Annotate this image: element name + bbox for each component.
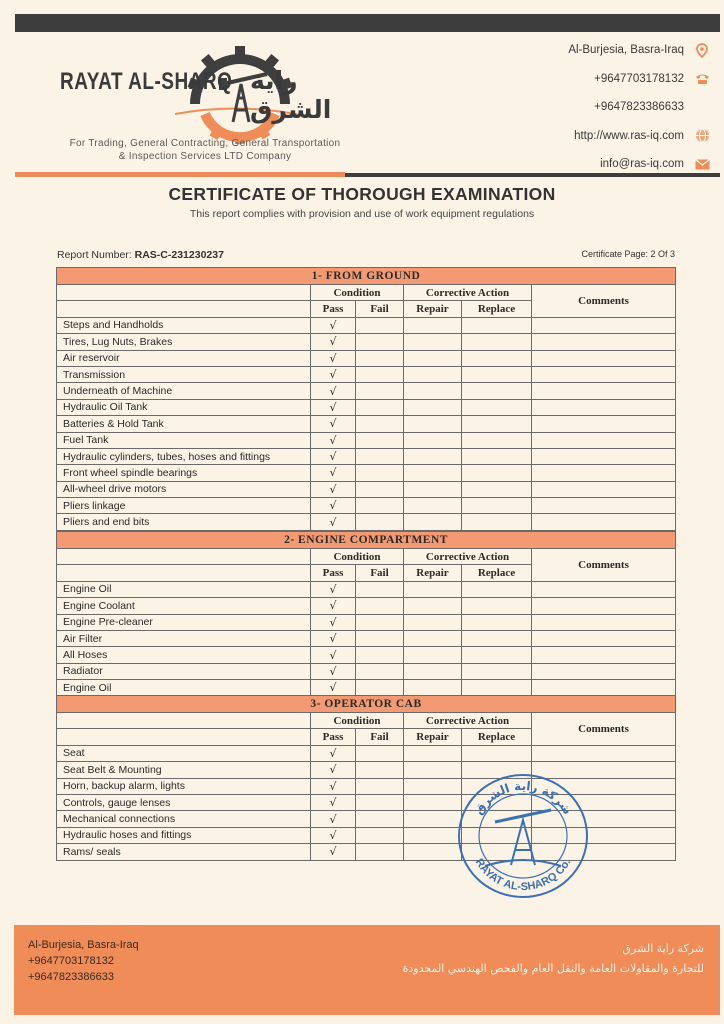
fail-cell <box>356 432 404 448</box>
comments-cell <box>532 663 676 679</box>
envelope-icon <box>694 156 710 172</box>
globe-icon <box>694 128 710 144</box>
pass-check-mark: √ <box>311 614 356 630</box>
pass-check-mark: √ <box>311 317 356 333</box>
replace-cell <box>462 350 532 366</box>
footer-contact <box>28 937 139 985</box>
stamp-text-english: RAYAT AL-SHARQ Co. <box>472 856 574 894</box>
pass-check-mark: √ <box>311 448 356 464</box>
replace-cell <box>462 581 532 597</box>
fail-cell <box>356 680 404 696</box>
repair-cell <box>404 794 462 810</box>
repair-cell <box>404 498 462 514</box>
fail-cell <box>356 334 404 350</box>
item-label: Engine Oil <box>57 581 311 597</box>
logo-text-english: RAYAT AL-SHARQ <box>60 69 233 96</box>
comments-cell <box>532 680 676 696</box>
repair-cell <box>404 465 462 481</box>
item-label: Transmission <box>57 366 311 382</box>
header-repair: Repair <box>404 729 462 745</box>
header-fail: Fail <box>356 301 404 317</box>
item-label: Seat Belt & Mounting <box>57 762 311 778</box>
comments-cell <box>532 614 676 630</box>
header-condition: Condition <box>311 713 404 729</box>
replace-cell <box>462 680 532 696</box>
comments-cell <box>532 334 676 350</box>
section-title: 3- OPERATOR CAB <box>57 696 676 713</box>
fail-cell <box>356 416 404 432</box>
pass-check-mark: √ <box>311 498 356 514</box>
pass-check-mark: √ <box>311 465 356 481</box>
repair-cell <box>404 778 462 794</box>
item-label: Hydraulic Oil Tank <box>57 399 311 415</box>
comments-cell <box>532 366 676 382</box>
header-replace: Replace <box>462 301 532 317</box>
table-row <box>57 399 676 415</box>
header-condition: Condition <box>311 285 404 301</box>
table-row <box>57 745 676 761</box>
footer-arabic-description: للتجارة والمقاولات العامة والنقل العام والفحص الهندسي المحدودة <box>402 962 704 975</box>
pass-check-mark: √ <box>311 778 356 794</box>
pass-check-mark: √ <box>311 680 356 696</box>
repair-cell <box>404 680 462 696</box>
pass-check-mark: √ <box>311 399 356 415</box>
email-link[interactable]: info@ras-iq.com <box>600 158 684 171</box>
phone-1-text[interactable]: +9647703178132 <box>594 72 684 85</box>
item-label: Engine Pre-cleaner <box>57 614 311 630</box>
table-row <box>57 465 676 481</box>
table-row <box>57 647 676 663</box>
table-row <box>57 432 676 448</box>
repair-cell <box>404 514 462 530</box>
contact-phone-2[interactable] <box>490 93 710 122</box>
footer-band <box>14 925 720 1015</box>
report-info-row <box>57 249 675 261</box>
item-label: Fuel Tank <box>57 432 311 448</box>
certificate-title: CERTIFICATE OF THOROUGH EXAMINATION <box>168 184 556 204</box>
footer-phone-2[interactable]: +9647823386633 <box>28 971 114 983</box>
item-label: Tires, Lug Nuts, Brakes <box>57 334 311 350</box>
header-corrective-action: Corrective Action <box>404 549 532 565</box>
item-label: Seat <box>57 745 311 761</box>
fail-cell <box>356 794 404 810</box>
comments-cell <box>532 383 676 399</box>
spacer-icon <box>694 99 710 115</box>
table-row <box>57 680 676 696</box>
repair-cell <box>404 614 462 630</box>
repair-cell <box>404 598 462 614</box>
replace-cell <box>462 598 532 614</box>
comments-cell <box>532 581 676 597</box>
repair-cell <box>404 581 462 597</box>
stamp-text-arabic: شركة راية الشرق <box>471 778 575 818</box>
item-label: Batteries & Hold Tank <box>57 416 311 432</box>
repair-cell <box>404 334 462 350</box>
table-row <box>57 334 676 350</box>
footer-address: Al-Burjesia, Basra-Iraq <box>28 939 139 951</box>
header-comments: Comments <box>532 549 676 582</box>
replace-cell <box>462 498 532 514</box>
section-table <box>56 531 676 697</box>
fail-cell <box>356 663 404 679</box>
repair-cell <box>404 366 462 382</box>
item-label: Radiator <box>57 663 311 679</box>
repair-cell <box>404 383 462 399</box>
pass-check-mark: √ <box>311 630 356 646</box>
replace-cell <box>462 465 532 481</box>
fail-cell <box>356 465 404 481</box>
repair-cell <box>404 844 462 860</box>
section-title: 2- ENGINE COMPARTMENT <box>57 532 676 549</box>
comments-cell <box>532 498 676 514</box>
table-row <box>57 498 676 514</box>
table-row <box>57 481 676 497</box>
repair-cell <box>404 630 462 646</box>
header-blank <box>57 565 311 581</box>
item-label: Horn, backup alarm, lights <box>57 778 311 794</box>
certificate-subtitle: This report complies with provision and use of work equipment regulations <box>189 208 535 220</box>
repair-cell <box>404 827 462 843</box>
pass-check-mark: √ <box>311 598 356 614</box>
header-corrective-action: Corrective Action <box>404 713 532 729</box>
replace-cell <box>462 630 532 646</box>
replace-cell <box>462 366 532 382</box>
pass-check-mark: √ <box>311 514 356 530</box>
website-link[interactable]: http://www.ras-iq.com <box>574 129 684 142</box>
footer-arabic-name: شركة راية الشرق <box>622 942 704 955</box>
item-label: Controls, gauge lenses <box>57 794 311 810</box>
item-label: Air reservoir <box>57 350 311 366</box>
fail-cell <box>356 581 404 597</box>
pass-check-mark: √ <box>311 432 356 448</box>
pass-check-mark: √ <box>311 366 356 382</box>
table-row <box>57 448 676 464</box>
table-row <box>57 416 676 432</box>
phone-2-text[interactable]: +9647823386633 <box>594 101 684 114</box>
fail-cell <box>356 598 404 614</box>
comments-cell <box>532 416 676 432</box>
table-row <box>57 663 676 679</box>
certificate-page: Certificate Page: 2 Of 3 <box>581 249 675 259</box>
header-comments: Comments <box>532 285 676 318</box>
pass-check-mark: √ <box>311 334 356 350</box>
table-row <box>57 383 676 399</box>
contact-website[interactable] <box>490 122 710 151</box>
header-condition: Condition <box>311 549 404 565</box>
comments-cell <box>532 647 676 663</box>
replace-cell <box>462 514 532 530</box>
repair-cell <box>404 448 462 464</box>
fail-cell <box>356 350 404 366</box>
table-row <box>57 581 676 597</box>
fail-cell <box>356 811 404 827</box>
item-label: Mechanical connections <box>57 811 311 827</box>
replace-cell <box>462 416 532 432</box>
item-label: All Hoses <box>57 647 311 663</box>
telephone-icon <box>694 71 710 87</box>
item-label: Air Filter <box>57 630 311 646</box>
item-label: All-wheel drive motors <box>57 481 311 497</box>
fail-cell <box>356 614 404 630</box>
table-row <box>57 630 676 646</box>
item-label: Front wheel spindle bearings <box>57 465 311 481</box>
pass-check-mark: √ <box>311 844 356 860</box>
header-replace: Replace <box>462 729 532 745</box>
fail-cell <box>356 762 404 778</box>
replace-cell <box>462 432 532 448</box>
header-blank <box>57 713 311 729</box>
header-repair: Repair <box>404 301 462 317</box>
header-corrective-action: Corrective Action <box>404 285 532 301</box>
fail-cell <box>356 481 404 497</box>
replace-cell <box>462 448 532 464</box>
pass-check-mark: √ <box>311 794 356 810</box>
table-row <box>57 317 676 333</box>
section-table <box>56 267 676 531</box>
repair-cell <box>404 663 462 679</box>
fail-cell <box>356 844 404 860</box>
header-replace: Replace <box>462 565 532 581</box>
section-title: 1- FROM GROUND <box>57 268 676 285</box>
item-label: Engine Oil <box>57 680 311 696</box>
pass-check-mark: √ <box>311 416 356 432</box>
replace-cell <box>462 383 532 399</box>
replace-cell <box>462 745 532 761</box>
comments-cell <box>532 448 676 464</box>
fail-cell <box>356 498 404 514</box>
pass-check-mark: √ <box>311 383 356 399</box>
pass-check-mark: √ <box>311 827 356 843</box>
contact-address <box>490 36 710 65</box>
header-fail: Fail <box>356 565 404 581</box>
header-pass: Pass <box>311 729 356 745</box>
repair-cell <box>404 647 462 663</box>
company-subtitle-line1: For Trading, General Contracting, General Transportation <box>69 138 341 149</box>
repair-cell <box>404 811 462 827</box>
header-fail: Fail <box>356 729 404 745</box>
table-row <box>57 366 676 382</box>
report-number-label: Report Number: <box>57 249 135 261</box>
repair-cell <box>404 481 462 497</box>
replace-cell <box>462 399 532 415</box>
pass-check-mark: √ <box>311 663 356 679</box>
item-label: Underneath of Machine <box>57 383 311 399</box>
replace-cell <box>462 481 532 497</box>
footer-phone-1[interactable]: +9647703178132 <box>28 955 114 967</box>
fail-cell <box>356 630 404 646</box>
fail-cell <box>356 448 404 464</box>
company-subtitle <box>60 137 350 163</box>
comments-cell <box>532 465 676 481</box>
replace-cell <box>462 663 532 679</box>
fail-cell <box>356 778 404 794</box>
footer-arabic <box>403 939 704 979</box>
fail-cell <box>356 745 404 761</box>
repair-cell <box>404 399 462 415</box>
comments-cell <box>532 745 676 761</box>
fail-cell <box>356 647 404 663</box>
replace-cell <box>462 317 532 333</box>
item-label: Rams/ seals <box>57 844 311 860</box>
repair-cell <box>404 350 462 366</box>
stamp-derrick-icon <box>485 810 561 866</box>
header-blank <box>57 729 311 745</box>
address-text: Al-Burjesia, Basra-Iraq <box>568 44 684 57</box>
pass-check-mark: √ <box>311 581 356 597</box>
comments-cell <box>532 481 676 497</box>
item-label: Pliers and end bits <box>57 514 311 530</box>
comments-cell <box>532 514 676 530</box>
fail-cell <box>356 383 404 399</box>
pass-check-mark: √ <box>311 350 356 366</box>
header-blank <box>57 301 311 317</box>
repair-cell <box>404 745 462 761</box>
replace-cell <box>462 647 532 663</box>
header-divider-dark <box>345 173 720 177</box>
comments-cell <box>532 317 676 333</box>
fail-cell <box>356 827 404 843</box>
item-label: Steps and Handholds <box>57 317 311 333</box>
comments-cell <box>532 432 676 448</box>
comments-cell <box>532 350 676 366</box>
comments-cell <box>532 598 676 614</box>
pass-check-mark: √ <box>311 745 356 761</box>
comments-cell <box>532 399 676 415</box>
repair-cell <box>404 762 462 778</box>
contact-phone-1[interactable] <box>490 65 710 94</box>
table-row <box>57 614 676 630</box>
logo-text-arabic: راية الشرق <box>250 66 332 124</box>
fail-cell <box>356 317 404 333</box>
top-bar <box>15 14 720 32</box>
header-pass: Pass <box>311 301 356 317</box>
repair-cell <box>404 317 462 333</box>
header-pass: Pass <box>311 565 356 581</box>
fail-cell <box>356 366 404 382</box>
header-divider-orange <box>15 172 345 177</box>
company-subtitle-line2: & Inspection Services LTD Company <box>118 151 292 162</box>
table-row <box>57 598 676 614</box>
table-row <box>57 350 676 366</box>
replace-cell <box>462 334 532 350</box>
header-blank <box>57 285 311 301</box>
repair-cell <box>404 416 462 432</box>
replace-cell <box>462 614 532 630</box>
fail-cell <box>356 399 404 415</box>
report-number <box>57 249 224 261</box>
header-repair: Repair <box>404 565 462 581</box>
repair-cell <box>404 432 462 448</box>
report-number-value: RAS-C-231230237 <box>134 249 224 261</box>
pass-check-mark: √ <box>311 481 356 497</box>
pass-check-mark: √ <box>311 762 356 778</box>
item-label: Hydraulic cylinders, tubes, hoses and fittings <box>57 448 311 464</box>
location-pin-icon <box>694 42 710 58</box>
company-stamp <box>455 770 590 900</box>
table-row <box>57 514 676 530</box>
header-blank <box>57 549 311 565</box>
item-label: Pliers linkage <box>57 498 311 514</box>
contact-info <box>490 36 710 179</box>
item-label: Engine Coolant <box>57 598 311 614</box>
pass-check-mark: √ <box>311 811 356 827</box>
comments-cell <box>532 630 676 646</box>
item-label: Hydraulic hoses and fittings <box>57 827 311 843</box>
header-comments: Comments <box>532 713 676 746</box>
pass-check-mark: √ <box>311 647 356 663</box>
fail-cell <box>356 514 404 530</box>
